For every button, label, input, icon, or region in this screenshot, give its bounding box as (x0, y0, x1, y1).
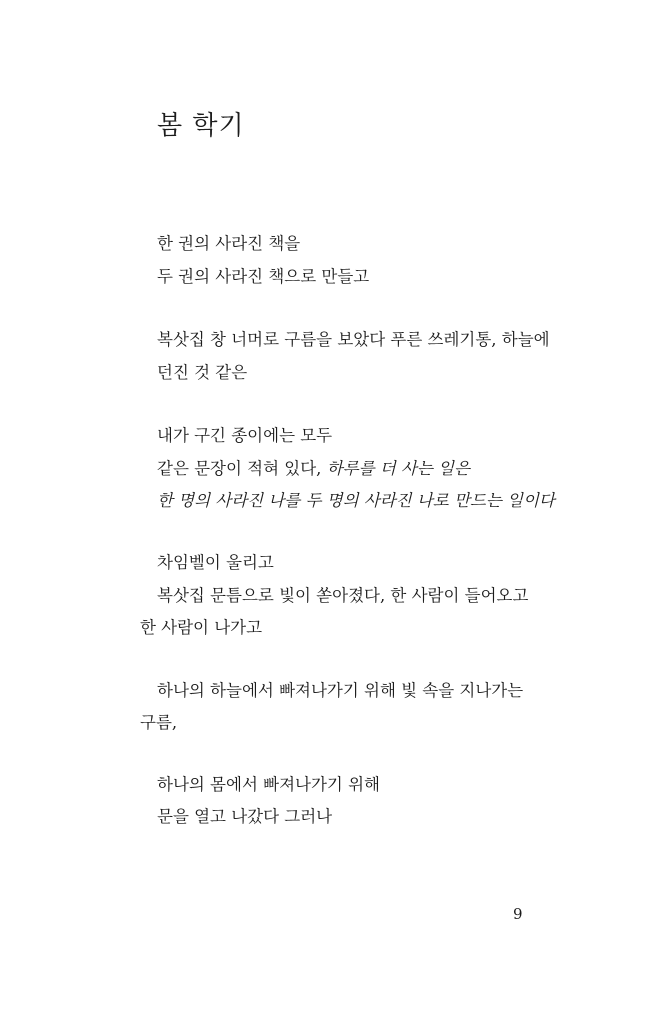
line-text: 하나의 하늘에서 빠져나가기 위해 빛 속을 지나가는 (157, 681, 524, 700)
poem-line (140, 618, 262, 638)
poem-line (157, 459, 470, 479)
line-text: 던진 것 같은 (157, 363, 248, 382)
line-text: 한 사람이 나가고 (140, 618, 263, 637)
poem-line (140, 713, 177, 733)
poem-line (157, 426, 332, 446)
line-text-italic: 한 명의 사라진 나를 두 명의 사라진 나로 만드는 일이다 (157, 491, 555, 510)
line-text: 하나의 몸에서 빠져나가기 위해 (157, 775, 380, 794)
page-number: 9 (513, 905, 523, 923)
line-text: 한 권의 사라진 책을 (157, 234, 301, 253)
line-text: 두 권의 사라진 책으로 만들고 (157, 267, 370, 286)
poem-line (157, 330, 550, 350)
poem-line (157, 553, 274, 573)
poem-line (157, 681, 523, 701)
poem-line (157, 234, 300, 254)
poem-title: 봄 학기 (157, 111, 245, 141)
line-text-italic: 하루를 더 사는 일은 (326, 459, 470, 478)
line-text: 차임벨이 울리고 (157, 553, 274, 572)
poem-line (157, 363, 247, 383)
line-text: 복삿집 창 너머로 구름을 보았다 푸른 쓰레기통, 하늘에 (157, 330, 550, 349)
line-text: 구름, (140, 713, 178, 732)
poem-line (157, 491, 555, 511)
poem-line (157, 807, 332, 827)
line-text: 복삿집 문틈으로 빛이 쏟아졌다, 한 사람이 들어오고 (157, 586, 529, 605)
line-text: 같은 문장이 적혀 있다, (157, 459, 327, 478)
line-text: 내가 구긴 종이에는 모두 (157, 426, 333, 445)
poem-line (157, 775, 380, 795)
poem-line (157, 586, 528, 606)
poem-line (157, 267, 369, 287)
line-text: 문을 열고 나갔다 그러나 (157, 807, 333, 826)
